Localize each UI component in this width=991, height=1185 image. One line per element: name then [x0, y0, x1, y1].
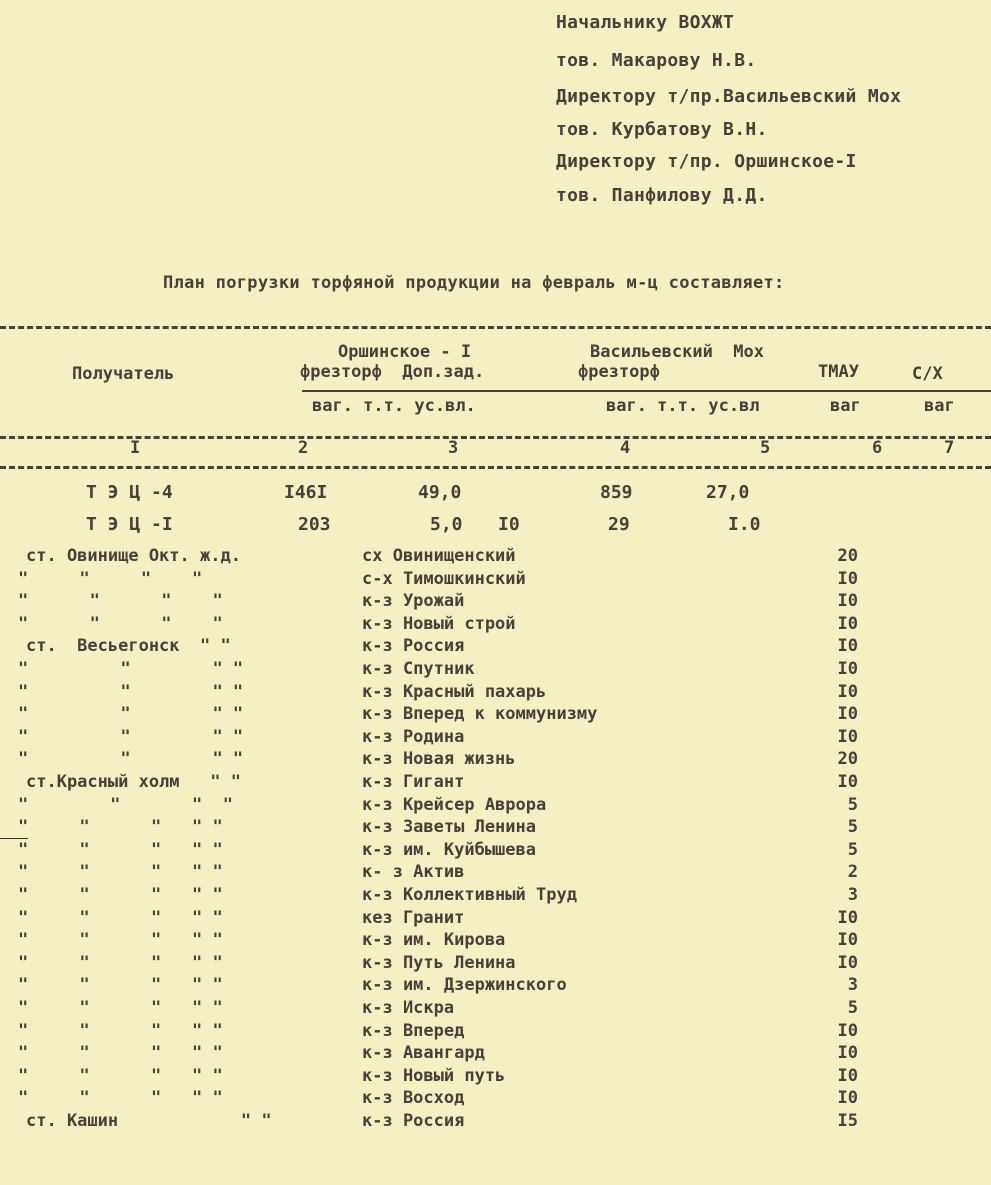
organization-name: к-з Восход [362, 1088, 465, 1108]
organization-name: к-з Гигант [362, 772, 465, 792]
organization-name: к-з Спутник [362, 659, 475, 679]
tec-name: Т Э Ц -I [86, 514, 173, 535]
tec-orsh-extra: I0 [498, 514, 520, 535]
wagon-quantity: 20 [837, 546, 858, 566]
station-name: " " " " " [18, 1066, 223, 1086]
station-row [0, 910, 991, 930]
station-row [0, 797, 991, 817]
wagon-quantity: 20 [837, 749, 858, 769]
wagon-quantity: I0 [837, 1088, 858, 1108]
station-row [0, 593, 991, 613]
tec-vas-wag: 29 [608, 514, 630, 535]
station-name: " " " " [18, 659, 244, 679]
station-name: " " " " [18, 682, 244, 702]
address-line: Директору т/пр. Оршинское-I [556, 151, 857, 172]
organization-name: к-з Россия [362, 1111, 465, 1131]
station-name: " " " " " [18, 908, 223, 928]
header-orsh-group: Оршинское - I [338, 342, 472, 362]
address-line: тов. Панфилову Д.Д. [556, 185, 768, 206]
organization-name: к-з Родина [362, 727, 465, 747]
organization-name: к-з Искра [362, 998, 455, 1018]
station-row [0, 1113, 991, 1133]
wagon-quantity: 5 [847, 840, 858, 860]
tec-orsh-tt: 49,0 [418, 482, 462, 503]
organization-name: к-з Путь Ленина [362, 953, 516, 973]
wagon-quantity: I0 [837, 1043, 858, 1063]
wagon-quantity: I0 [837, 614, 858, 634]
organization-name: к-з Крейсер Аврора [362, 795, 547, 815]
organization-name: к-з Красный пахарь [362, 682, 547, 702]
station-name: " " " " " [18, 1021, 223, 1041]
station-row [0, 864, 991, 884]
col-number: 6 [872, 438, 883, 458]
station-name: " " " " " [18, 930, 223, 950]
wagon-quantity: I0 [837, 727, 858, 747]
header-vas-sub: фрезторф [578, 362, 660, 382]
wagon-quantity: I0 [837, 704, 858, 724]
header-cx: С/Х [912, 364, 943, 384]
station-name: " " " " " [18, 885, 223, 905]
col-number: 5 [760, 438, 771, 458]
station-name: " " " " " [18, 953, 223, 973]
organization-name: к-з им. Дзержинского [362, 975, 567, 995]
organization-name: к-з Заветы Ленина [362, 817, 536, 837]
wagon-quantity: I5 [837, 1111, 858, 1131]
address-line: Директору т/пр.Васильевский Мох [556, 86, 902, 107]
station-row [0, 774, 991, 794]
wagon-quantity: I0 [837, 591, 858, 611]
header-cx-unit: ваг [924, 396, 955, 416]
wagon-quantity: I0 [837, 1021, 858, 1041]
tec-vas-tt: 27,0 [706, 482, 750, 503]
organization-name: к-з Россия [362, 636, 465, 656]
station-row [0, 661, 991, 681]
address-line: тов. Макарову Н.В. [556, 50, 757, 71]
organization-name: к-з Новый путь [362, 1066, 506, 1086]
station-name: " " " " [18, 749, 244, 769]
header-orsh-units: ваг. т.т. ус.вл. [312, 396, 476, 416]
header-tmau-unit: ваг [830, 396, 861, 416]
station-name: " " " " [18, 614, 223, 634]
organization-name: к-з им. Куйбышева [362, 840, 536, 860]
station-row [0, 684, 991, 704]
wagon-quantity: I0 [837, 659, 858, 679]
header-dashed-rule [0, 326, 991, 329]
tec-vas-wag: 859 [600, 482, 633, 503]
station-row [0, 819, 991, 839]
organization-name: к-з Коллективный Труд [362, 885, 577, 905]
wagon-quantity: I0 [837, 569, 858, 589]
station-row [0, 977, 991, 997]
tec-orsh-wag: I46I [284, 482, 328, 503]
station-row [0, 706, 991, 726]
wagon-quantity: 5 [847, 795, 858, 815]
station-row [0, 955, 991, 975]
wagon-quantity: 2 [847, 862, 858, 882]
tec-orsh-wag: 203 [298, 514, 331, 535]
tec-orsh-tt: 5,0 [430, 514, 463, 535]
organization-name: к-з Вперед [362, 1021, 465, 1041]
organization-name: к-з Новая жизнь [362, 749, 516, 769]
station-name: ст. Кашин " " [26, 1111, 272, 1131]
station-row [0, 1023, 991, 1043]
station-name: ст. Весьегонск " " [26, 636, 231, 656]
tec-name: Т Э Ц -4 [86, 482, 173, 503]
station-name: " " " " " [18, 975, 223, 995]
header-vas-units: ваг. т.т. ус.вл [606, 396, 760, 416]
column-number-dashed-rule [0, 436, 991, 439]
organization-name: к- з Актив [362, 862, 465, 882]
organization-name: к-з Вперед к коммунизму [362, 704, 598, 724]
organization-name: кез Гранит [362, 908, 465, 928]
station-name: " " " " " [18, 1088, 223, 1108]
station-name: ст.Красный холм " " [26, 772, 241, 792]
station-row [0, 616, 991, 636]
header-vas-group: Васильевский Мох [590, 342, 764, 362]
wagon-quantity: 5 [847, 998, 858, 1018]
col-number: 7 [944, 438, 955, 458]
wagon-quantity: I0 [837, 953, 858, 973]
station-row [0, 1068, 991, 1088]
station-name: " " " " " [18, 817, 223, 837]
station-row [0, 1000, 991, 1020]
header-tmau: ТМАУ [818, 362, 859, 382]
wagon-quantity: I0 [837, 1066, 858, 1086]
station-row [0, 638, 991, 658]
header-bottom-dashed-rule [0, 466, 991, 469]
wagon-quantity: I0 [837, 908, 858, 928]
station-name: " " " " [18, 795, 233, 815]
station-row [0, 571, 991, 591]
wagon-quantity: I0 [837, 682, 858, 702]
plan-title: План погрузки торфяной продукции на февраль м-ц составляет: [163, 273, 785, 293]
organization-name: сх Овинищенский [362, 546, 516, 566]
tec-vas-tt: I.0 [728, 514, 761, 535]
organization-name: к-з Новый строй [362, 614, 516, 634]
header-orsh-sub: фрезторф Доп.зад. [300, 362, 485, 382]
station-name: " " " " " [18, 840, 223, 860]
station-row [0, 548, 991, 568]
col-number: I [130, 438, 141, 458]
organization-name: с-х Тимошкинский [362, 569, 526, 589]
station-row [0, 842, 991, 862]
wagon-quantity: 3 [847, 885, 858, 905]
wagon-quantity: I0 [837, 636, 858, 656]
organization-name: к-з Авангард [362, 1043, 485, 1063]
organization-name: к-з Урожай [362, 591, 465, 611]
station-name: ст. Овинище Окт. ж.д. [26, 546, 241, 566]
organization-name: к-з им. Кирова [362, 930, 506, 950]
station-name: " " " " [18, 591, 223, 611]
station-name: " " " " [18, 569, 203, 589]
station-row [0, 751, 991, 771]
header-underline [302, 390, 991, 392]
station-row [0, 729, 991, 749]
station-name: " " " " [18, 727, 244, 747]
station-row [0, 932, 991, 952]
header-recipient: Получатель [72, 364, 175, 384]
station-name: " " " " [18, 704, 244, 724]
station-name: " " " " " [18, 998, 223, 1018]
wagon-quantity: I0 [837, 930, 858, 950]
col-number: 3 [448, 438, 459, 458]
wagon-quantity: 5 [847, 817, 858, 837]
station-row [0, 1045, 991, 1065]
address-line: Начальнику ВОХЖТ [556, 12, 735, 33]
station-row [0, 887, 991, 907]
station-row [0, 1090, 991, 1110]
col-number: 2 [298, 438, 309, 458]
wagon-quantity: I0 [837, 772, 858, 792]
margin-mark [0, 838, 28, 839]
col-number: 4 [620, 438, 631, 458]
station-name: " " " " " [18, 862, 223, 882]
wagon-quantity: 3 [847, 975, 858, 995]
address-line: тов. Курбатову В.Н. [556, 119, 768, 140]
station-name: " " " " " [18, 1043, 223, 1063]
